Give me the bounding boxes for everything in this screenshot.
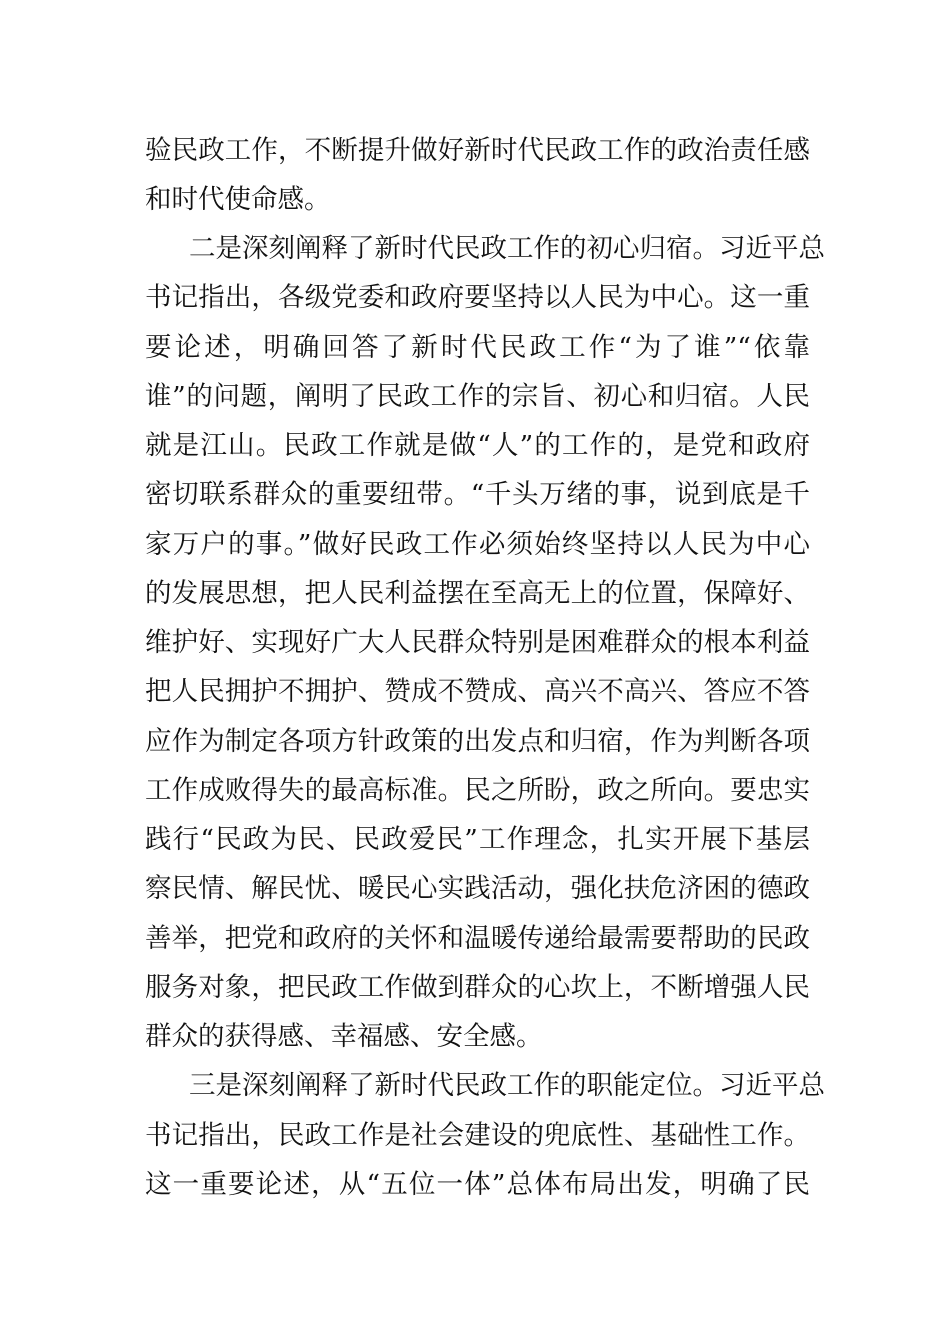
text-line: 密切联系群众的重要纽带。“千头万绪的事，说到底是千 [145, 479, 810, 510]
text-line: 书记指出，民政工作是社会建设的兜底性、基础性工作。 [145, 1120, 810, 1151]
text-line: 的发展思想，把人民利益摆在至高无上的位置，保障好、 [145, 578, 810, 609]
text-line: 应作为制定各项方针政策的出发点和归宿，作为判断各项 [145, 726, 810, 757]
text-line: 践行“民政为民、民政爱民”工作理念，扎实开展下基层 [145, 824, 810, 855]
text-line: 善举，把党和政府的关怀和温暖传递给最需要帮助的民政 [145, 923, 810, 954]
text-line: 这一重要论述，从“五位一体”总体布局出发，明确了民 [145, 1169, 810, 1200]
text-line: 工作成败得失的最高标准。民之所盼，政之所向。要忠实 [145, 775, 810, 806]
text-line: 书记指出，各级党委和政府要坚持以人民为中心。这一重 [145, 282, 810, 313]
text-line: 就是江山。民政工作就是做“人”的工作的，是党和政府 [145, 430, 810, 461]
text-line: 和时代使命感。 [145, 184, 331, 215]
text-line: 家万户的事。”做好民政工作必须始终坚持以人民为中心 [145, 529, 810, 560]
text-line: 谁”的问题，阐明了民政工作的宗旨、初心和归宿。人民 [145, 381, 810, 412]
text-line: 群众的获得感、幸福感、安全感。 [145, 1021, 543, 1052]
text-line: 服务对象，把民政工作做到群众的心坎上，不断增强人民 [145, 972, 810, 1003]
paragraph-first-line: 二是深刻阐释了新时代民政工作的初心归宿。习近平总 [189, 233, 825, 264]
paragraph-first-line: 三是深刻阐释了新时代民政工作的职能定位。习近平总 [189, 1070, 825, 1101]
text-line: 把人民拥护不拥护、赞成不赞成、高兴不高兴、答应不答 [145, 676, 810, 707]
text-line: 要论述，明确回答了新时代民政工作“为了谁”“依靠 [145, 332, 810, 363]
text-line: 验民政工作，不断提升做好新时代民政工作的政治责任感 [145, 135, 810, 166]
text-line: 察民情、解民忧、暖民心实践活动，强化扶危济困的德政 [145, 873, 810, 904]
text-line: 维护好、实现好广大人民群众特别是困难群众的根本利益 [145, 627, 810, 658]
